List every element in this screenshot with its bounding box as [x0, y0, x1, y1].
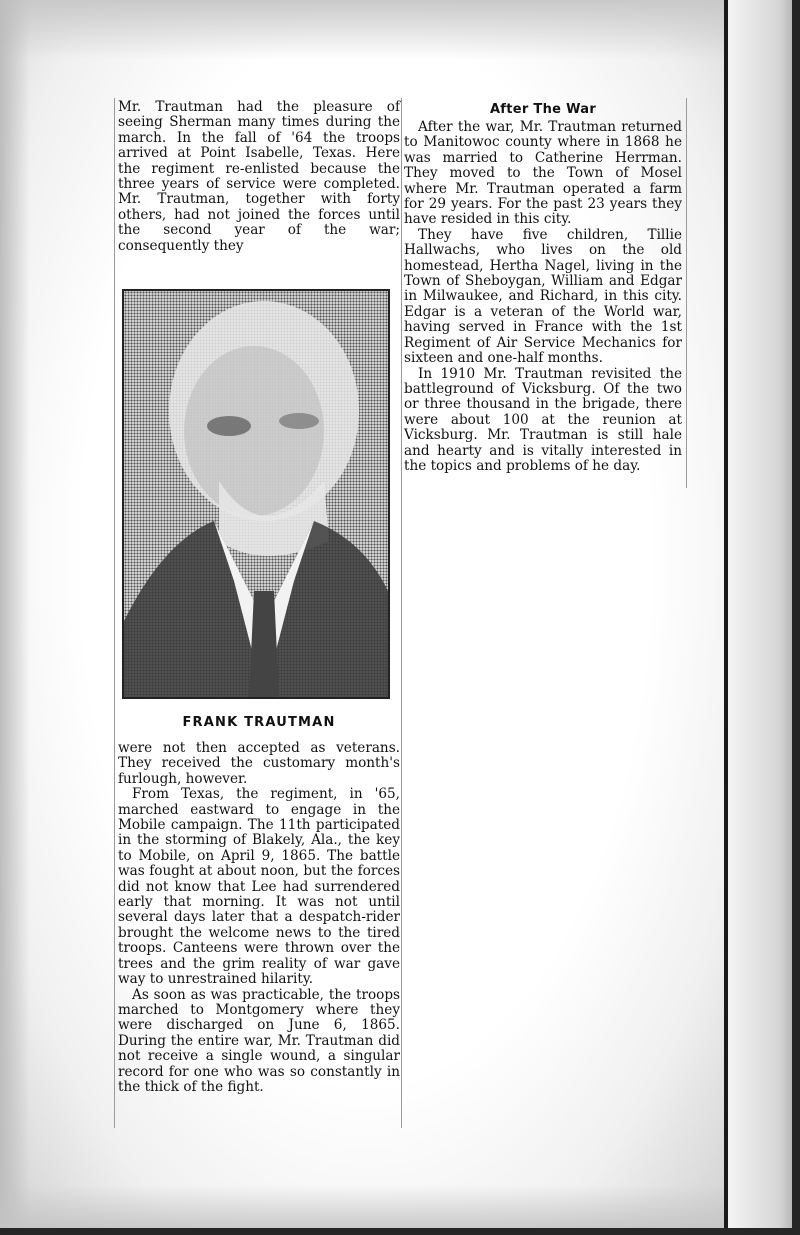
page-shadow-left: [0, 0, 30, 1235]
right-column: [404, 120, 682, 474]
paragraph: After the war, Mr. Trautman returned to Manitowoc county where in 1868 he was married to Catherine Herrman. They moved to the Town of Mosel where Mr. Trautman operated a farm for 29 years. For the past 23 years they have resided in this city.: [404, 119, 682, 228]
left-column-top: [118, 100, 400, 254]
column-rule-middle: [401, 98, 402, 1128]
paragraph: Mr. Trautman had the pleasure of seeing Sherman many times during the march. In the fall of '64 the troops arrived at Point Isabelle, Texas. Here the regiment re-enlisted because the three years of service were completed. Mr. Trautman, together with forty others, had not joined the forces until the second year of the war; consequently they: [118, 99, 400, 254]
paragraph: In 1910 Mr. Trautman revisited the battleground of Vicksburg. Of the two or three thousand in the brigade, there were about 100 at the reunion at Vicksburg. Mr. Trautman is still hale and hearty and is vitally interested in the topics and problems of he day.: [404, 365, 682, 474]
scan-border-right: [792, 0, 800, 1235]
paragraph: As soon as was practicable, the troops marched to Montgomery where they were discharged on June 6, 1865. During the entire war, Mr. Trautman did not receive a single wound, a singular record for one who was so constantly in the thick of the fight.: [118, 986, 400, 1095]
adjacent-page-strip: [728, 0, 800, 1235]
scan-border-bottom: [0, 1228, 800, 1235]
portrait-photo: [122, 289, 390, 699]
paragraph: They have five children, Tillie Hallwachs, who lives on the old homestead, Hertha Nagel, living in the Town of Sheboygan, William and Edgar in Milwaukee, and Richard, in this city. Edgar is a veteran of the World war, having served in France with the 1st Regiment of Air Service Mechanics for sixteen and one-half months.: [404, 226, 682, 367]
section-heading: After The War: [489, 102, 597, 117]
page-shadow-top: [0, 0, 732, 60]
column-rule-right: [686, 98, 687, 488]
paragraph: From Texas, the regiment, in '65, marched eastward to engage in the Mobile campaign. The 11th participated in the storming of Blakely, Ala., the key to Mobile, on April 9, 1865. The battle was fought at about noon, but the forces did not know that Lee had surrendered early that morning. It was not until several days later that a despatch-rider brought the welcome news to the tired troops. Canteens were thrown over the trees and the grim reality of war gave way to unrestrained hilarity.: [118, 786, 400, 988]
portrait-illustration: [124, 291, 388, 697]
photo-caption: FRANK TRAUTMAN: [182, 715, 336, 730]
column-rule-left: [114, 98, 115, 1128]
paragraph: were not then accepted as veterans. They received the customary month's furlough, however.: [118, 740, 400, 787]
left-column-bottom: [118, 741, 400, 1095]
